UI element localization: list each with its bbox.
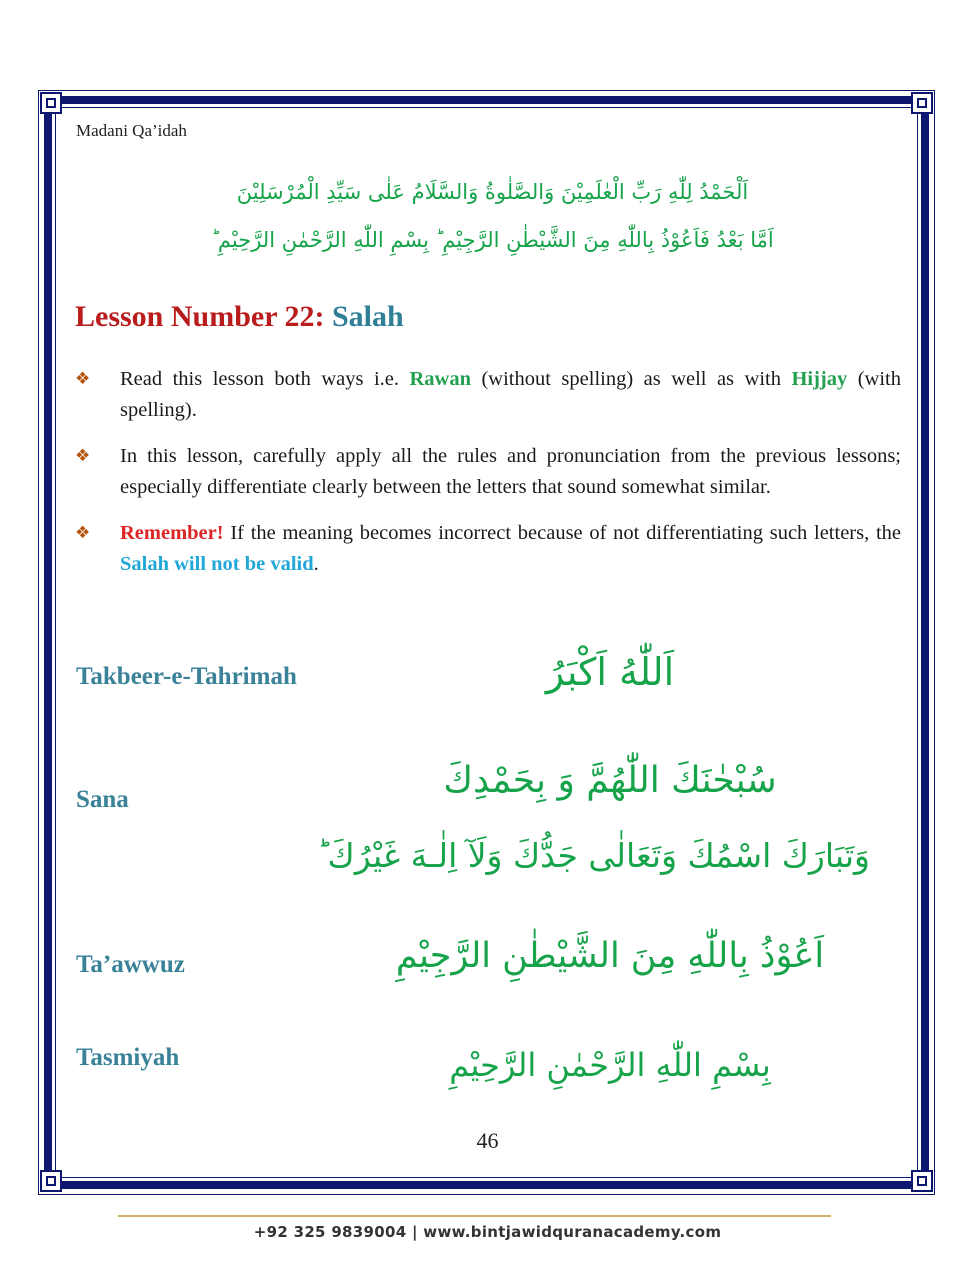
arabic-takbeer: اَللّٰهُ اَكْبَرُ xyxy=(545,650,675,694)
corner-ornament-bottom-right xyxy=(911,1170,933,1192)
footer-divider xyxy=(118,1215,831,1217)
lesson-title xyxy=(75,300,404,334)
remember-label: Remember! xyxy=(120,522,224,544)
rawan-term: Rawan xyxy=(409,368,471,390)
validity-warning: Salah will not be valid xyxy=(120,552,314,575)
arabic-sana-line-2: وَتَبَارَكَ اسْمُكَ وَتَعَالٰى جَدُّكَ وَلَآ اِلٰـهَ غَيْرُكَ ؕ xyxy=(317,836,870,875)
section-label-tasmiyah: Tasmiyah xyxy=(76,1044,180,1071)
corner-ornament-bottom-left xyxy=(40,1170,62,1192)
list-item: ❖ Remember! If the meaning becomes incorrect because of not differentiating such letters, the Salah will not be valid. xyxy=(75,518,901,579)
corner-ornament-top-right xyxy=(911,92,933,114)
section-label-taawwuz: Ta’awwuz xyxy=(76,951,185,978)
list-item: ❖ Read this lesson both ways i.e. Rawan (without spelling) as well as with Hijjay (with spelling). xyxy=(75,364,901,425)
diamond-bullet-icon: ❖ xyxy=(75,523,91,543)
section-label-sana: Sana xyxy=(76,786,129,813)
hijjay-term: Hijjay xyxy=(791,368,848,390)
arabic-tasmiyah: بِسْمِ اللّٰهِ الرَّحْمٰنِ الرَّحِيْمِ xyxy=(449,1046,771,1084)
lesson-number: Lesson Number 22: xyxy=(75,300,325,333)
footer-contact: +92 325 9839004 | www.bintjawidquranacademy.com xyxy=(253,1223,722,1241)
instruction-list xyxy=(75,364,901,595)
arabic-taawwuz: اَعُوْذُ بِاللّٰهِ مِنَ الشَّيْطٰنِ الرَّجِيْمِ xyxy=(395,936,825,976)
diamond-bullet-icon: ❖ xyxy=(75,369,91,389)
opening-dua-line-1: اَلْحَمْدُ لِلّٰهِ رَبِّ الْعٰلَمِیْنَ وَالصَّلٰوةُ وَالسَّلَامُ عَلٰی سَیِّدِ الْمُرْسَلِیْنَ xyxy=(236,180,749,204)
section-label-takbeer: Takbeer-e-Tahrimah xyxy=(76,663,297,690)
running-header: Madani Qa’idah xyxy=(76,121,187,140)
page-number: 46 xyxy=(476,1128,499,1153)
list-item: ❖ In this lesson, carefully apply all the rules and pronunciation from the previous lessons; especially differentiate clearly between the letters that sound somewhat similar. xyxy=(75,441,901,502)
opening-dua-line-2: اَمَّا بَعْدُ فَاَعُوْذُ بِاللّٰهِ مِنَ الشَّیْطٰنِ الرَّجِیْمِ ؕ بِسْمِ اللّٰهِ الرَّحْمٰنِ الرَّحِیْمِ ؕ xyxy=(211,228,774,252)
corner-ornament-top-left xyxy=(40,92,62,114)
page-frame-inner xyxy=(55,107,918,1178)
diamond-bullet-icon: ❖ xyxy=(75,446,91,466)
arabic-sana-line-1: سُبْحٰنَكَ اللّٰهُمَّ وَ بِحَمْدِكَ xyxy=(443,760,777,801)
lesson-name: Salah xyxy=(331,300,404,333)
